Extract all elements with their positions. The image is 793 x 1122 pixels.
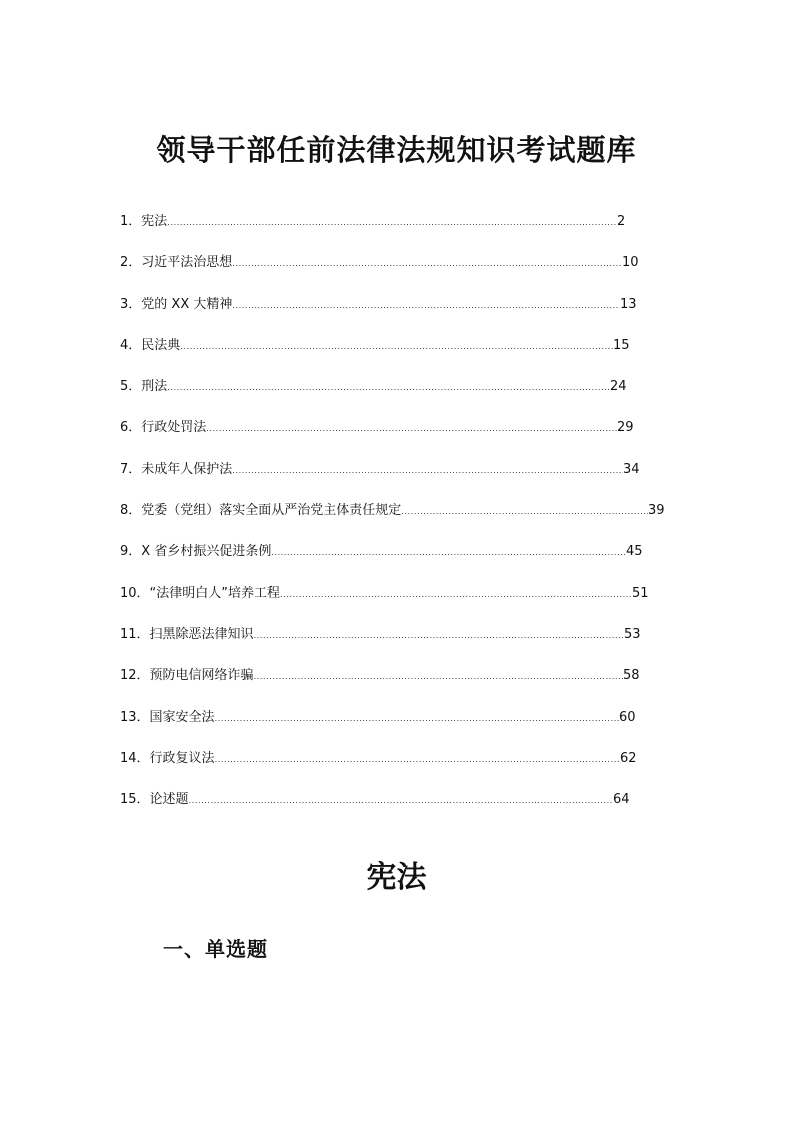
toc-item[interactable] <box>120 704 680 745</box>
toc-item-number: 2． <box>120 255 142 271</box>
toc-item-label: 宪法 <box>141 214 168 229</box>
toc-item-number: 5． <box>120 379 142 395</box>
toc-dot-leader <box>254 622 624 650</box>
toc-item-page: 60 <box>619 709 636 725</box>
toc-dot-leader <box>232 292 620 320</box>
toc-item[interactable] <box>120 662 680 703</box>
toc-dot-leader <box>167 209 617 237</box>
toc-item-page: 2 <box>617 214 626 229</box>
toc-item-number: 14． <box>120 750 150 766</box>
toc-item-number: 15． <box>120 792 150 808</box>
toc-item-label: 未成年人保护法 <box>141 461 233 477</box>
toc-dot-leader <box>271 539 626 567</box>
section-title: 宪法 <box>366 860 427 895</box>
toc-item-label: 党的 XX 大精神 <box>141 296 233 312</box>
toc-item-page: 53 <box>624 626 641 642</box>
toc-item-label: 行政复议法 <box>149 750 215 766</box>
document-title: 领导干部任前法律法规知识考试题库 <box>156 133 637 167</box>
toc-item[interactable] <box>120 414 680 455</box>
toc-item-label: 论述题 <box>149 792 189 808</box>
toc-item-number: 4． <box>120 337 142 353</box>
toc-item-page: 39 <box>648 503 665 519</box>
toc-item-label: 民法典 <box>141 337 181 353</box>
toc-item-page: 10 <box>622 255 639 271</box>
toc-item[interactable] <box>120 621 680 662</box>
toc-dot-leader <box>215 746 620 774</box>
toc-item-page: 64 <box>613 792 630 808</box>
toc-item-label: “法律明白人”培养工程 <box>149 585 281 601</box>
toc-item-number: 8． <box>120 503 142 519</box>
toc-item[interactable] <box>120 497 680 538</box>
toc-item[interactable] <box>120 208 680 249</box>
toc-item-page: 24 <box>610 379 627 395</box>
toc-item[interactable] <box>120 580 680 621</box>
toc-item-label: 刑法 <box>141 379 168 395</box>
toc-item[interactable] <box>120 456 680 497</box>
toc-item-page: 51 <box>632 585 649 601</box>
toc-item-label: 行政处罚法 <box>141 420 207 436</box>
toc-item-number: 3． <box>120 296 142 312</box>
toc-item-number: 11． <box>120 626 150 642</box>
toc-item-number: 1． <box>120 214 142 229</box>
toc-item-page: 45 <box>626 544 643 560</box>
toc-item[interactable] <box>120 786 680 827</box>
toc-item-number: 9． <box>120 544 142 560</box>
toc-item-label: X 省乡村振兴促进条例 <box>141 544 272 560</box>
toc-item-page: 34 <box>623 461 640 477</box>
toc-item-label: 扫黑除恶法律知识 <box>149 626 254 642</box>
subsection-title: 一、单选题 <box>163 937 268 961</box>
toc-item-page: 13 <box>620 296 637 312</box>
toc-dot-leader <box>232 457 623 485</box>
toc-item-page: 15 <box>613 337 630 353</box>
toc-item-label: 习近平法治思想 <box>141 255 233 271</box>
toc-item[interactable] <box>120 249 680 290</box>
toc-item[interactable] <box>120 538 680 579</box>
toc-dot-leader <box>206 415 617 443</box>
toc-dot-leader <box>232 250 622 278</box>
toc-dot-leader <box>167 374 610 402</box>
toc-item-number: 10． <box>120 585 150 601</box>
toc-item[interactable] <box>120 373 680 414</box>
toc-dot-leader <box>215 705 619 733</box>
toc-item-page: 29 <box>617 420 634 436</box>
toc-item-label: 党委（党组）落实全面从严治党主体责任规定 <box>141 503 402 519</box>
toc-item-number: 7． <box>120 461 142 477</box>
toc-dot-leader <box>254 663 623 691</box>
toc-item-label: 预防电信网络诈骗 <box>149 668 254 684</box>
toc-item-label: 国家安全法 <box>149 709 215 725</box>
toc-dot-leader <box>280 581 632 609</box>
table-of-contents <box>120 208 680 827</box>
toc-item[interactable] <box>120 291 680 332</box>
toc-dot-leader <box>180 333 613 361</box>
toc-item-number: 13． <box>120 709 150 725</box>
toc-item-number: 6． <box>120 420 142 436</box>
toc-dot-leader <box>401 498 648 526</box>
toc-item-page: 58 <box>623 668 640 684</box>
toc-item-page: 62 <box>620 750 637 766</box>
toc-item[interactable] <box>120 332 680 373</box>
toc-dot-leader <box>189 787 613 815</box>
toc-item[interactable] <box>120 745 680 786</box>
toc-item-number: 12． <box>120 668 150 684</box>
